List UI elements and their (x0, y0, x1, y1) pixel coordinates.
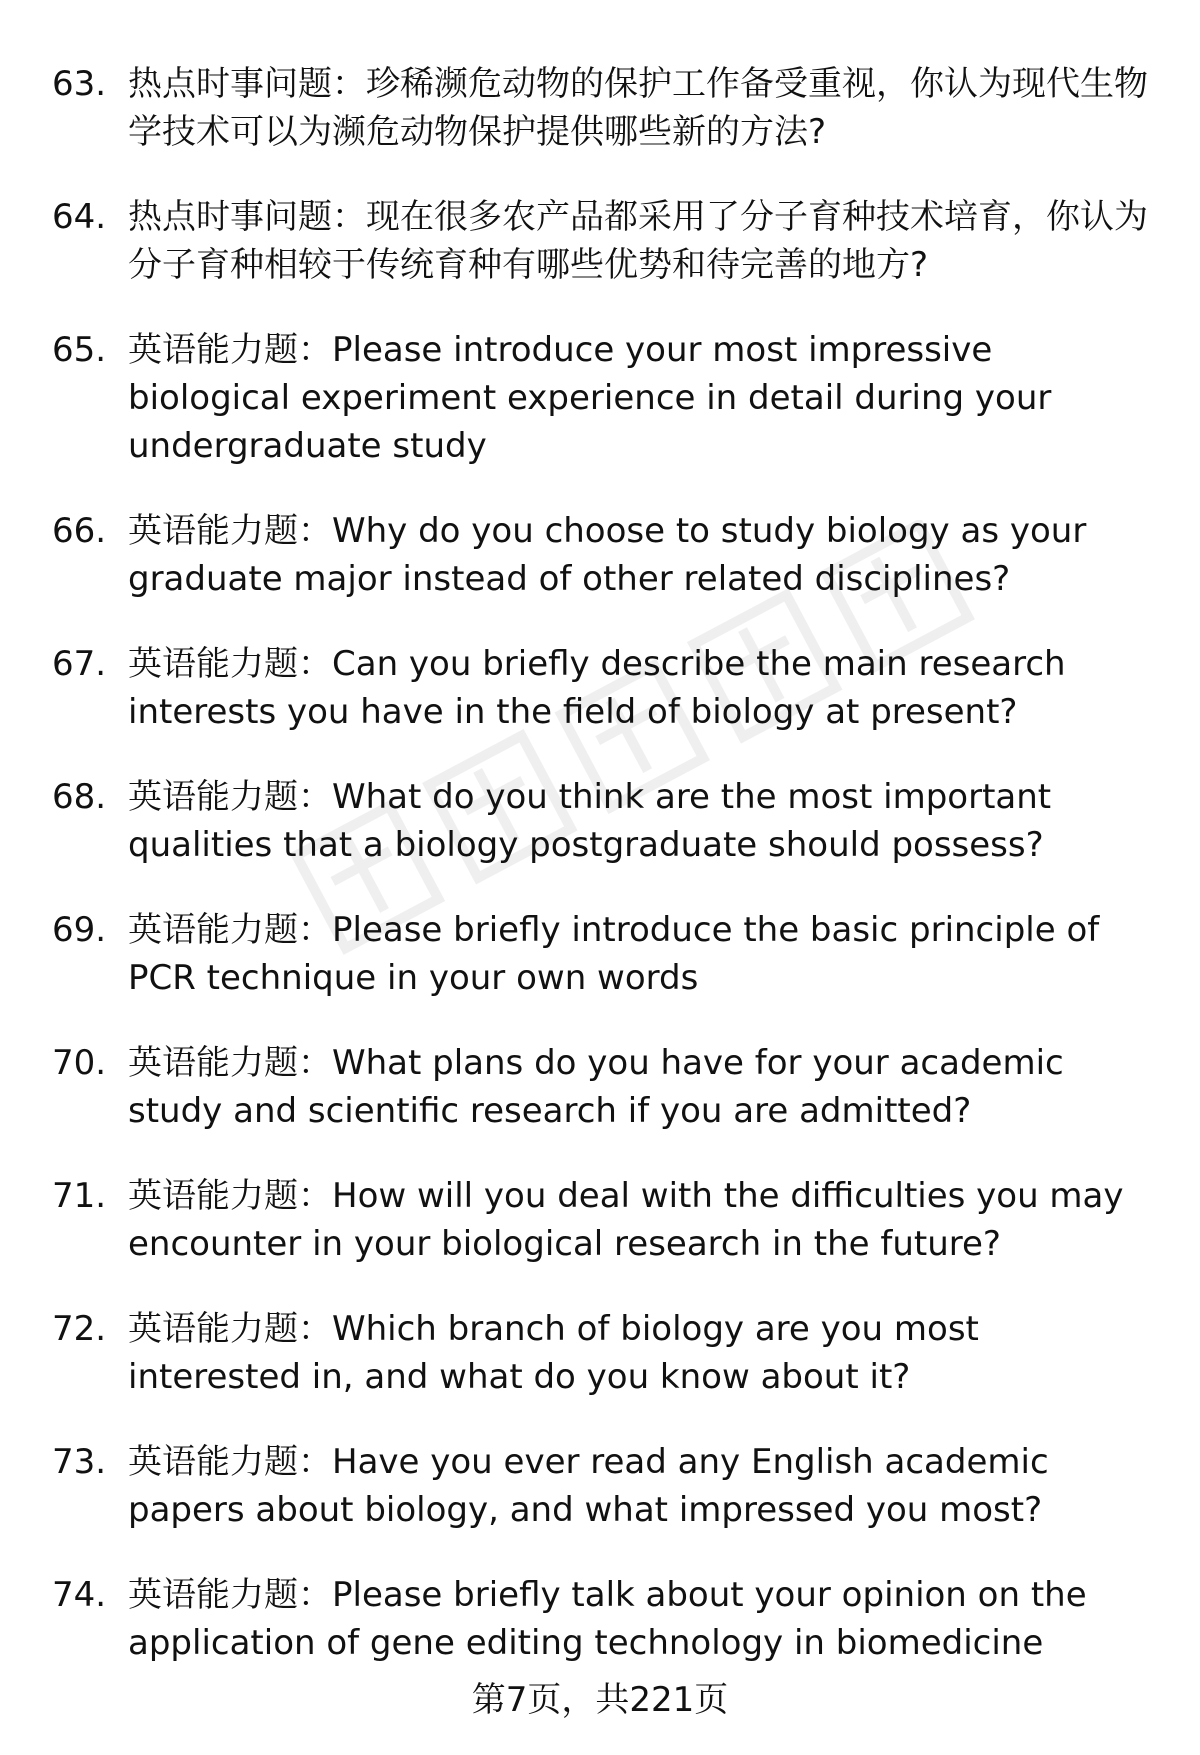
question-number: 67. (52, 644, 107, 684)
question-text: 英语能力题：Which branch of biology are you most interested in, and what do you know about it? (128, 1309, 979, 1397)
question-number: 69. (52, 910, 107, 950)
question-text: 英语能力题：What plans do you have for your academic study and scientific research if you are admitted? (128, 1043, 1064, 1131)
question-text: 英语能力题：How will you deal with the difficulties you may encounter in your biological research in the future? (128, 1176, 1124, 1264)
question-number: 70. (52, 1043, 107, 1083)
question-item (52, 326, 1162, 470)
question-list (52, 60, 1162, 1704)
question-number: 68. (52, 777, 107, 817)
question-text: 热点时事问题：现在很多农产品都采用了分子育种技术培育，你认为分子育种相较于传统育种有哪些优势和待完善的地方? (128, 197, 1148, 285)
question-text: 英语能力题：Please briefly talk about your opinion on the application of gene editing technology in biomedicine (128, 1575, 1087, 1663)
question-text: 英语能力题：Please introduce your most impressive biological experiment experience in detail during your undergraduate study (128, 330, 1052, 466)
question-item (52, 640, 1162, 736)
question-text: 英语能力题：What do you think are the most important qualities that a biology postgraduate should possess? (128, 777, 1052, 865)
question-item (52, 193, 1162, 289)
question-text: 热点时事问题：珍稀濒危动物的保护工作备受重视，你认为现代生物学技术可以为濒危动物保护提供哪些新的方法? (128, 64, 1148, 152)
question-number: 63. (52, 64, 107, 104)
question-number: 71. (52, 1176, 107, 1216)
question-item (52, 1305, 1162, 1401)
question-text: 英语能力题：Can you briefly describe the main research interests you have in the field of biology at present? (128, 644, 1066, 732)
question-number: 65. (52, 330, 107, 370)
question-number: 74. (52, 1575, 107, 1615)
question-item (52, 1039, 1162, 1135)
question-item (52, 1571, 1162, 1667)
question-text: 英语能力题：Please briefly introduce the basic principle of PCR technique in your own words (128, 910, 1100, 998)
question-number: 66. (52, 511, 107, 551)
question-item (52, 906, 1162, 1002)
question-item (52, 773, 1162, 869)
question-item (52, 60, 1162, 156)
question-text: 英语能力题：Have you ever read any English academic papers about biology, and what impressed you most? (128, 1442, 1049, 1530)
page-footer: 第7页，共221页 (471, 1680, 729, 1720)
question-text: 英语能力题：Why do you choose to study biology as your graduate major instead of other related disciplines? (128, 511, 1087, 599)
question-item (52, 1172, 1162, 1268)
question-item (52, 507, 1162, 603)
question-number: 72. (52, 1309, 107, 1349)
question-number: 73. (52, 1442, 107, 1482)
question-number: 64. (52, 197, 107, 237)
question-item (52, 1438, 1162, 1534)
